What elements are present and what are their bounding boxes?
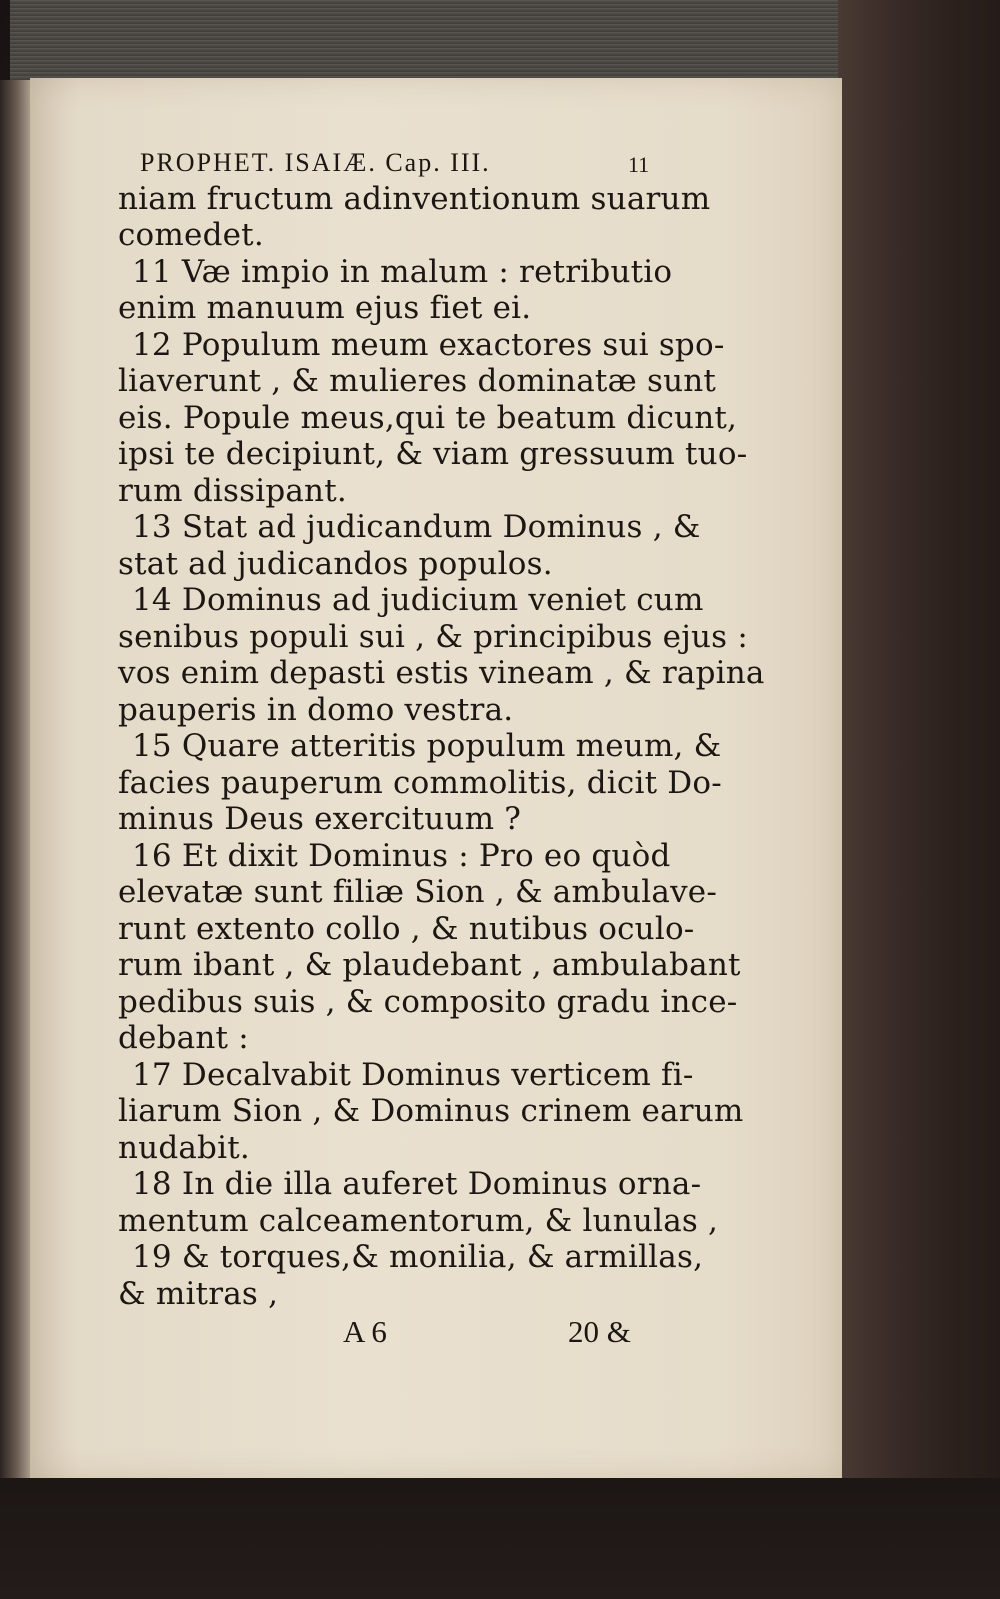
text-line: ipsi te decipiunt, & viam gressuum tuo-	[118, 436, 748, 472]
text-line: eis. Popule meus,qui te beatum dicunt,	[118, 400, 738, 436]
text-line: comedet.	[118, 217, 264, 253]
text-line: minus Deus exercituum ?	[118, 801, 522, 837]
text-line: pauperis in domo vestra.	[118, 692, 514, 728]
text-line: rum ibant , & plaudebant , ambulabant	[118, 947, 741, 983]
text-line: enim manuum ejus fiet ei.	[118, 290, 532, 326]
text-line: vos enim depasti estis vineam , & rapina	[118, 655, 765, 691]
text-line: stat ad judicandos populos.	[118, 546, 553, 582]
text-line: pedibus suis , & composito gradu ince-	[118, 984, 738, 1020]
catchword: 20 &	[568, 1314, 631, 1349]
text-line: 14 Dominus ad judicium veniet cum	[132, 582, 704, 618]
text-line: facies pauperum commolitis, dicit Do-	[118, 765, 722, 801]
text-line: mentum calceamentorum, & lunulas ,	[118, 1203, 719, 1239]
text-line: 19 & torques,& monilia, & armillas,	[132, 1239, 704, 1275]
text-line: 11 Væ impio in malum : retributio	[132, 254, 673, 290]
text-line: rum dissipant.	[118, 473, 347, 509]
text-line: liarum Sion , & Dominus crinem earum	[118, 1093, 744, 1129]
page-number: 11	[628, 152, 650, 177]
text-line: liaverunt , & mulieres dominatæ sunt	[118, 363, 717, 399]
text-line: debant :	[118, 1020, 249, 1056]
text-line: senibus populi sui , & principibus ejus :	[118, 619, 748, 655]
text-line: nudabit.	[118, 1130, 250, 1166]
signature-mark: A 6	[343, 1314, 387, 1349]
book-page	[30, 78, 842, 1478]
text-line: 15 Quare atteritis populum meum, &	[132, 728, 722, 764]
text-line: runt extento collo , & nutibus oculo-	[118, 911, 695, 947]
text-line: 16 Et dixit Dominus : Pro eo quòd	[132, 838, 671, 874]
text-line: niam fructum adinventionum suarum	[118, 181, 711, 217]
closed-page-edges	[10, 0, 848, 82]
table-surface	[0, 1478, 1000, 1599]
text-line: elevatæ sunt filiæ Sion , & ambulave-	[118, 874, 718, 910]
book-cover-edge	[838, 0, 1000, 1599]
text-line: 13 Stat ad judicandum Dominus , &	[132, 509, 701, 545]
text-line: 17 Decalvabit Dominus verticem fi-	[132, 1057, 694, 1093]
text-line: & mitras ,	[118, 1276, 279, 1312]
text-line: 12 Populum meum exactores sui spo-	[132, 327, 725, 363]
text-line: 18 In die illa auferet Dominus orna-	[132, 1166, 702, 1202]
running-head: PROPHET. ISAIÆ. Cap. III.	[140, 148, 491, 177]
